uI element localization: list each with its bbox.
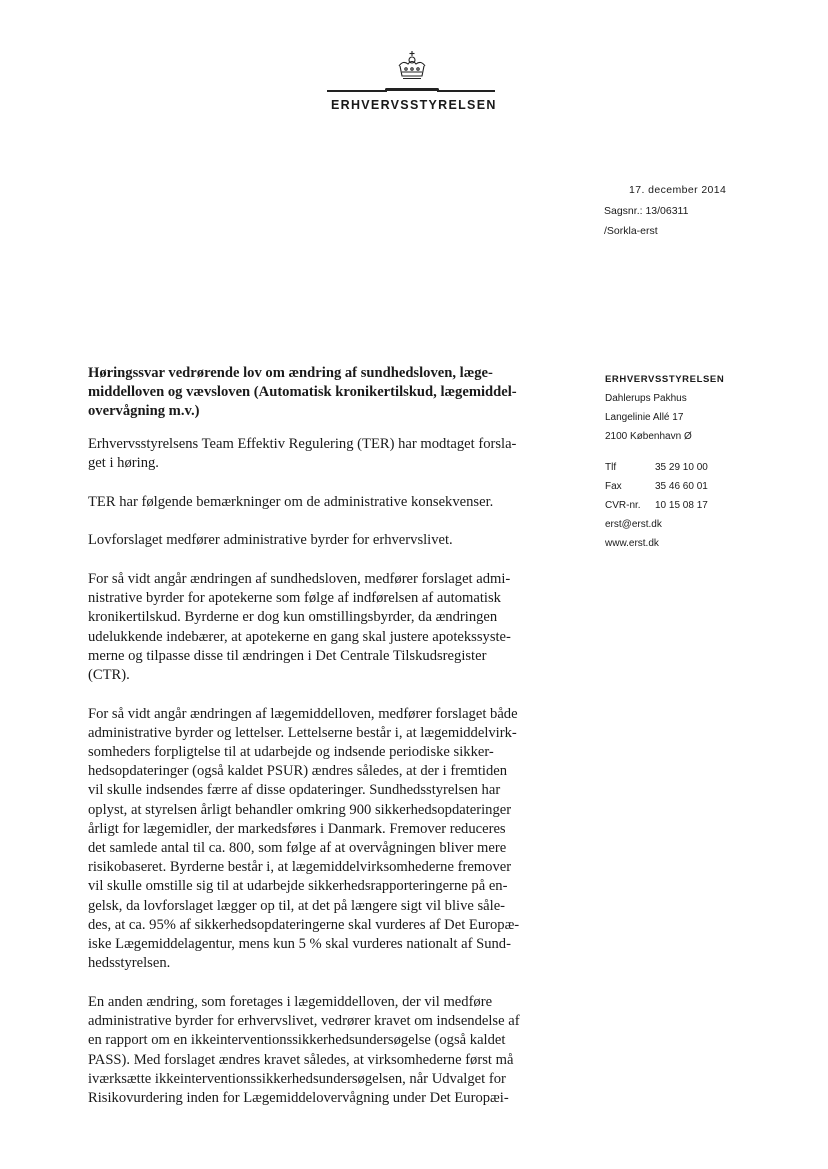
text-line: gelsk, da lovforslaget lægger op til, at det på længere sigt vil blive såle-: [88, 897, 506, 914]
text-line: vil skulle indsendes færre af disse opdateringer. Sundhedsstyrelsen har: [88, 782, 501, 799]
case-number: Sagsnr.: 13/06311: [604, 204, 689, 217]
reference: /Sorkla-erst: [604, 225, 658, 237]
text-line: udelukkende indebærer, at apotekerne en gang skal justere apotekssyste-: [88, 628, 511, 645]
text-line: iværksætte ikkeinterventionssikkerhedsundersøgelsen, når Udvalget for: [88, 1070, 506, 1087]
email-link[interactable]: erst@erst.dk: [605, 519, 662, 530]
contact-label: Tlf: [605, 462, 617, 473]
contact-fax: [605, 477, 724, 496]
text-line: somheders forpligtelse til at udarbejde og indsende periodiske sikker-: [88, 744, 494, 761]
text-line: administrative byrder for erhvervslivet, vedrører kravet om indsendelse af: [88, 1013, 520, 1030]
title-line: overvågning m.v.): [88, 403, 200, 420]
title-line: Høringssvar vedrørende lov om ændring af sundhedsloven, læge-: [88, 365, 493, 381]
text-line: Erhvervsstyrelsens Team Effektiv Regulering (TER) har modtaget forsla-: [88, 435, 517, 452]
text-line: merne og tilpasse disse til ændringen i Det Centrale Tilskudsregister: [88, 647, 487, 664]
letter-date: 17. december 2014: [629, 184, 727, 196]
text-line: årligt for lægemidler, der markedsføres i Danmark. Fremover reduceres: [88, 820, 506, 837]
text-line: For så vidt angår ændringen af lægemiddelloven, medfører forslaget både: [88, 705, 518, 722]
contact-phone: [605, 458, 724, 477]
address-line: Dahlerups Pakhus: [605, 393, 687, 404]
paragraph-health-act: [88, 570, 570, 685]
text-line: Risikovurdering inden for Lægemiddelovervågning under Det Europæi-: [88, 1090, 509, 1106]
address-line: 2100 København Ø: [605, 431, 692, 442]
paragraph-intro: [88, 435, 570, 473]
paragraph-remarks: [88, 493, 570, 512]
text-line: nistrative byrder for apotekerne som følge af indførelsen af automatisk: [88, 590, 501, 607]
text-line: TER har følgende bemærkninger om de administrative konsekvenser.: [88, 493, 494, 510]
logo-rule-center: [385, 88, 439, 91]
agency-logo: [327, 50, 497, 120]
paragraph-medicines-act: [88, 705, 570, 974]
crown-icon: [395, 50, 429, 82]
letter-meta: [604, 180, 726, 242]
contact-value: 35 29 10 00: [655, 462, 708, 473]
contact-cvr: [605, 496, 724, 515]
text-line: get i høring.: [88, 454, 159, 471]
sender-info: [605, 370, 724, 553]
contact-label: CVR-nr.: [605, 500, 641, 511]
logo-wordmark: ERHVERVSSTYRELSEN: [331, 98, 497, 112]
text-line: For så vidt angår ændringen af sundhedsloven, medfører forslaget admi-: [88, 570, 511, 587]
contact-value: 35 46 60 01: [655, 481, 708, 492]
contact-value: 10 15 08 17: [655, 500, 708, 511]
address-line: Langelinie Allé 17: [605, 412, 684, 423]
paragraph-pass: [88, 993, 570, 1108]
text-line: kronikertilskud. Byrderne er dog kun omstillingsbyrder, da ændringen: [88, 609, 498, 626]
paragraph-burdens: [88, 531, 570, 550]
text-line: en rapport om en ikkeinterventionssikkerhedsundersøgelse (også kaldet: [88, 1032, 506, 1049]
website-link[interactable]: www.erst.dk: [605, 538, 659, 549]
letter-title: [88, 364, 570, 422]
text-line: En anden ændring, som foretages i lægemiddelloven, der vil medføre: [88, 993, 493, 1010]
text-line: risikobaseret. Byrderne består i, at lægemiddelvirksomhederne fremover: [88, 859, 512, 876]
text-line: hedsstyrelsen.: [88, 955, 171, 972]
text-line: det samlede antal til ca. 800, som følge af at overvågningen bliver mere: [88, 840, 507, 857]
text-line: administrative byrder og lettelser. Lettelserne består i, at lægemiddelvirk-: [88, 724, 517, 741]
text-line: PASS). Med forslaget ændres kravet således, at virksomhederne først må: [88, 1051, 514, 1068]
text-line: vil skulle omstille sig til at udarbejde sikkerhedsrapporteringerne på en-: [88, 878, 508, 895]
text-line: hedsopdateringer (også kaldet PSUR) ændres således, at der i fremtiden: [88, 763, 508, 780]
logo-rule-right: [437, 90, 495, 92]
text-line: iske Lægemiddelagentur, mens kun 5 % skal vurderes nationalt af Sund-: [88, 936, 511, 953]
text-line: des, at ca. 95% af sikkerhedsopdateringerne skal vurderes af Det Europæ-: [88, 916, 520, 933]
letter-body: [88, 364, 570, 1128]
contact-label: Fax: [605, 481, 622, 492]
text-line: oplyst, at styrelsen årligt behandler omkring 900 sikkerhedsopdateringer: [88, 801, 512, 818]
text-line: Lovforslaget medfører administrative byrder for erhvervslivet.: [88, 532, 453, 549]
text-line: (CTR).: [88, 666, 130, 683]
title-line: middelloven og vævsloven (Automatisk kronikertilskud, lægemiddel-: [88, 384, 517, 401]
sender-org: ERHVERVSSTYRELSEN: [605, 374, 725, 385]
logo-rule-left: [327, 90, 387, 92]
